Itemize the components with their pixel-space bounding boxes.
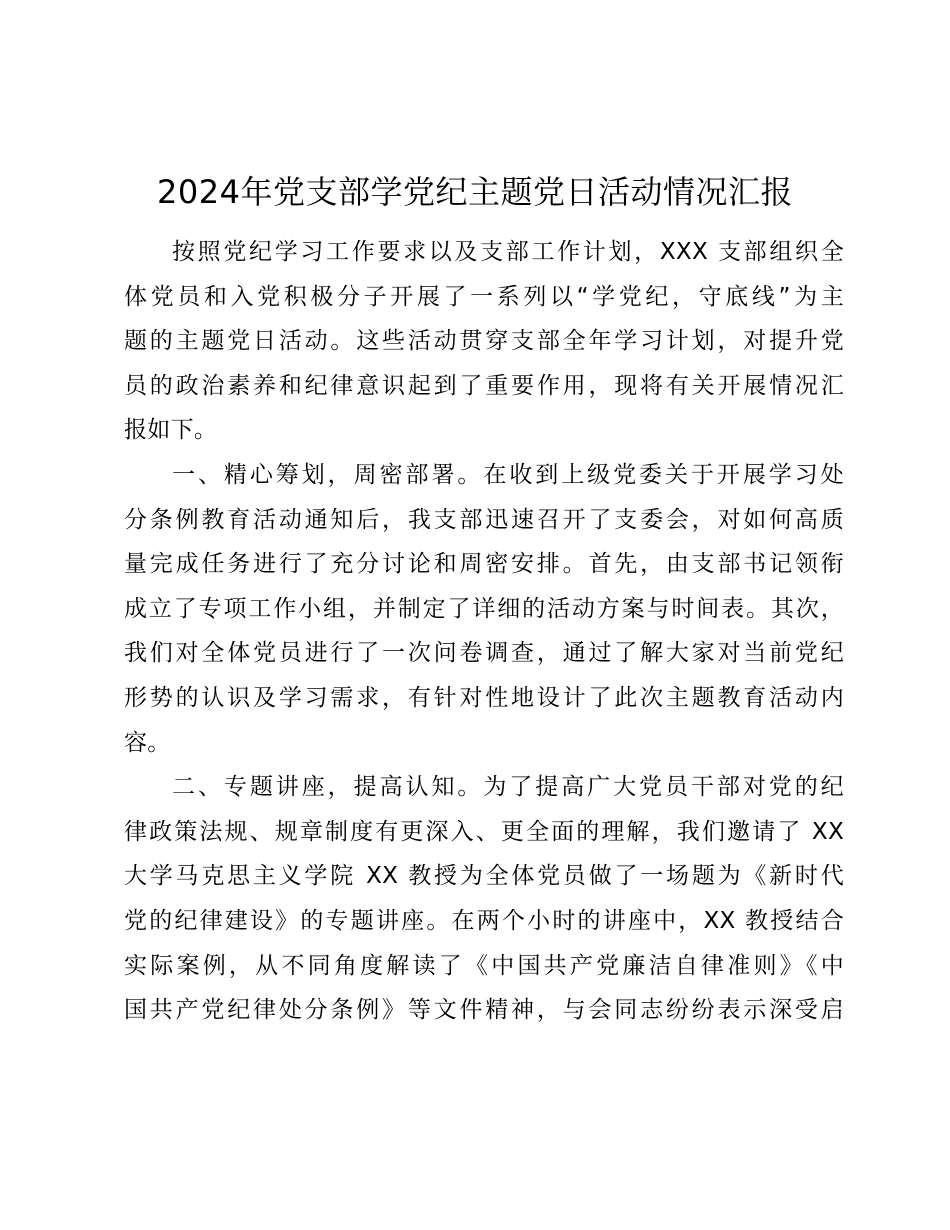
paragraph-line: 量完成任务进行了充分讨论和周密安排。首先，由支部书记领衔 bbox=[124, 551, 844, 578]
paragraph-line: 形势的认识及学习需求，有针对性地设计了此次主题教育活动内 bbox=[124, 684, 844, 711]
paragraph-line: 体党员和入党积极分子开展了一系列以“学党纪，守底线”为主 bbox=[124, 283, 844, 310]
paragraph-line: 容。 bbox=[124, 729, 171, 756]
paragraph-line: 律政策法规、规章制度有更深入、更全面的理解，我们邀请了 XX bbox=[124, 818, 844, 845]
paragraph-section-one bbox=[124, 453, 844, 765]
paragraph-line: 员的政治素养和纪律意识起到了重要作用，现将有关开展情况汇 bbox=[124, 372, 844, 399]
paragraph-line: 题的主题党日活动。这些活动贯穿支部全年学习计划，对提升党 bbox=[124, 328, 844, 355]
paragraph-line: 二、专题讲座，提高认知。为了提高广大党员干部对党的纪 bbox=[172, 774, 844, 801]
paragraph-line: 报如下。 bbox=[124, 417, 218, 444]
paragraph-line: 分条例教育活动通知后，我支部迅速召开了支委会，对如何高质 bbox=[124, 506, 844, 533]
document-title: 2024年党支部学党纪主题党日活动情况汇报 bbox=[157, 173, 793, 211]
paragraph-line: 党的纪律建设》的专题讲座。在两个小时的讲座中，XX 教授结合 bbox=[124, 907, 844, 934]
paragraph-line: 实际案例，从不同角度解读了《中国共产党廉洁自律准则》《中 bbox=[124, 952, 844, 979]
paragraph-line: 国共产党纪律处分条例》等文件精神，与会同志纷纷表示深受启 bbox=[124, 997, 844, 1024]
paragraph-line: 大学马克思主义学院 XX 教授为全体党员做了一场题为《新时代 bbox=[124, 863, 844, 890]
paragraph-line: 按照党纪学习工作要求以及支部工作计划，XXX 支部组织全 bbox=[172, 239, 844, 265]
paragraph-line: 成立了专项工作小组，并制定了详细的活动方案与时间表。其次， bbox=[124, 595, 844, 622]
paragraph-line: 我们对全体党员进行了一次问卷调查，通过了解大家对当前党纪 bbox=[124, 640, 844, 667]
paragraph-section-two bbox=[124, 765, 844, 1033]
paragraph-intro bbox=[124, 230, 844, 453]
document-body bbox=[124, 230, 844, 1033]
paragraph-line: 一、精心筹划，周密部署。在收到上级党委关于开展学习处 bbox=[172, 461, 844, 488]
